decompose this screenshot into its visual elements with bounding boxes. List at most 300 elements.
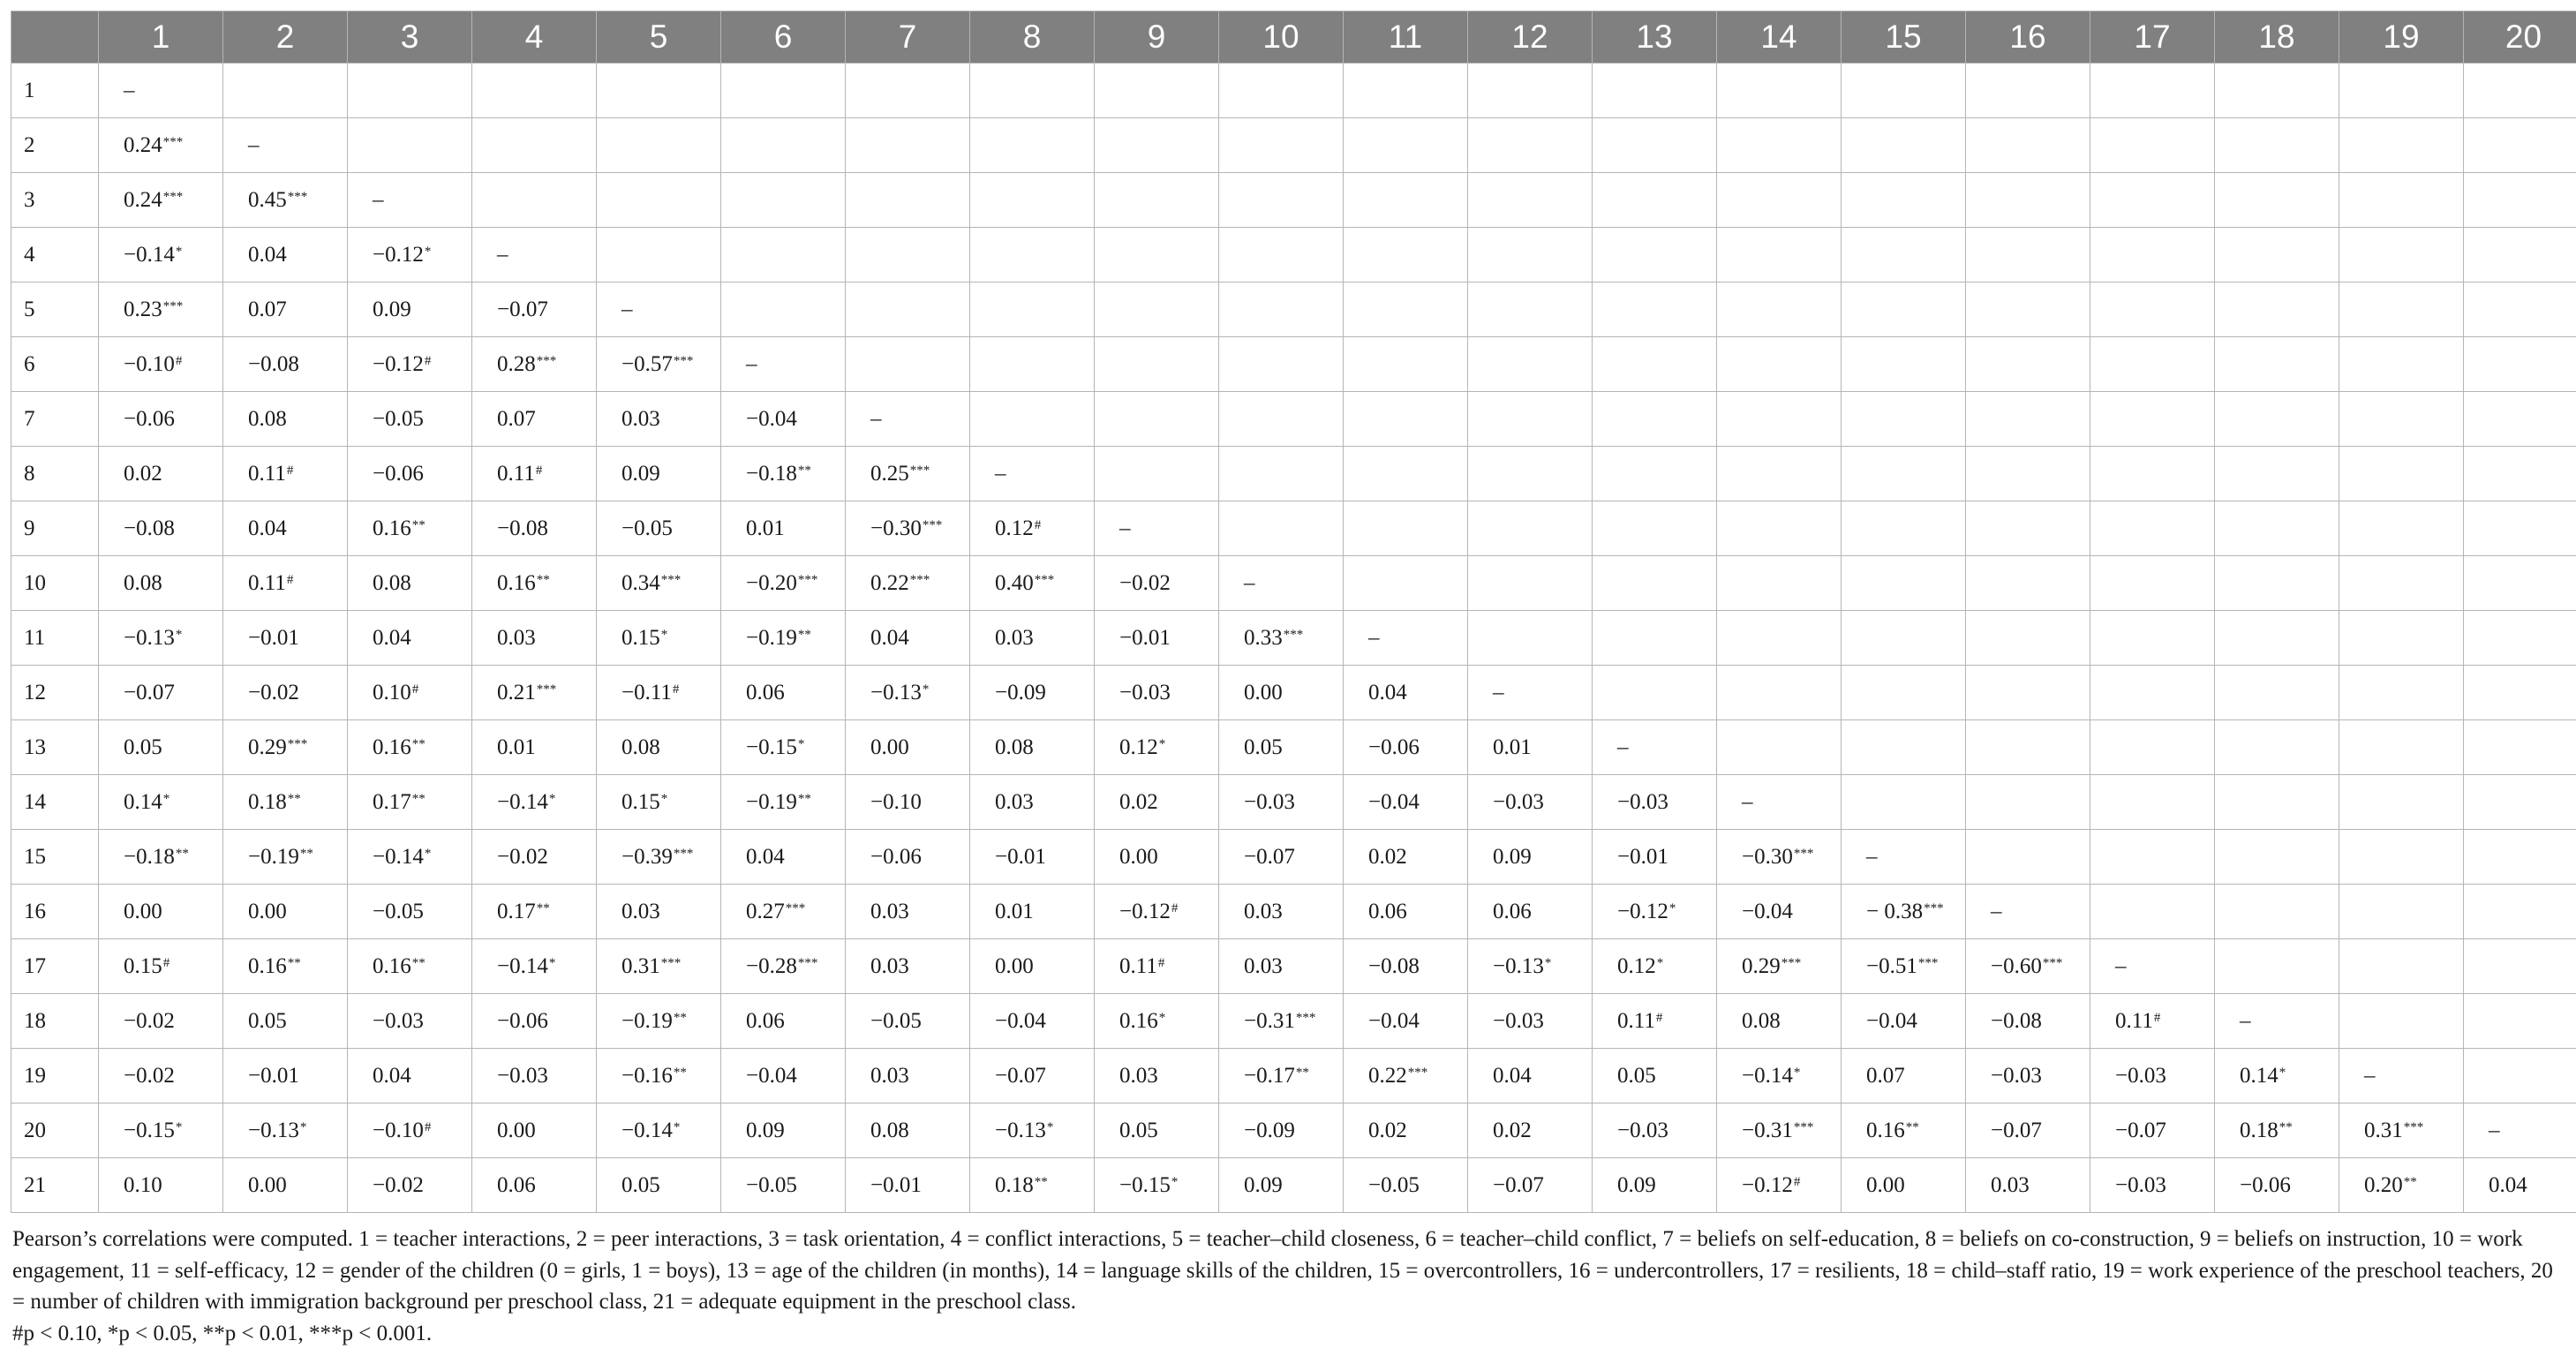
correlation-cell xyxy=(1468,392,1593,447)
significance-marker: ** xyxy=(1905,1119,1919,1134)
table-row xyxy=(11,392,2576,447)
correlation-cell: – xyxy=(970,447,1095,501)
correlation-cell xyxy=(1842,775,1966,830)
correlation-cell xyxy=(1593,611,1717,666)
correlation-cell: 0.31*** xyxy=(597,939,721,994)
significance-marker: # xyxy=(175,353,183,368)
column-header-3: 3 xyxy=(348,11,472,64)
significance-marker: # xyxy=(1655,1010,1663,1025)
correlation-cell xyxy=(1344,556,1468,611)
correlation-cell: – xyxy=(1344,611,1468,666)
correlation-cell xyxy=(1717,666,1842,720)
correlation-cell: 0.07 xyxy=(1842,1049,1966,1104)
correlation-cell: −0.15* xyxy=(721,720,846,775)
correlation-cell: 0.00 xyxy=(223,1158,348,1213)
correlation-cell: −0.05 xyxy=(721,1158,846,1213)
correlation-cell: 0.03 xyxy=(1966,1158,2090,1213)
significance-marker: *** xyxy=(287,189,308,204)
correlation-cell xyxy=(1344,337,1468,392)
correlation-cell: −0.08 xyxy=(99,501,223,556)
correlation-cell xyxy=(970,337,1095,392)
correlation-cell: −0.06 xyxy=(846,830,970,885)
correlation-cell: 0.23*** xyxy=(99,282,223,337)
correlation-cell xyxy=(2339,282,2464,337)
correlation-cell xyxy=(1468,611,1593,666)
significance-marker: ** xyxy=(673,1010,687,1025)
column-header-8: 8 xyxy=(970,11,1095,64)
correlation-cell: – xyxy=(1095,501,1219,556)
correlation-cell: −0.09 xyxy=(970,666,1095,720)
correlation-cell xyxy=(1219,118,1344,173)
correlation-cell: −0.19** xyxy=(721,611,846,666)
correlation-cell: −0.03 xyxy=(1593,1104,1717,1158)
correlation-cell xyxy=(1344,282,1468,337)
correlation-cell xyxy=(2464,173,2576,228)
correlation-cell: −0.03 xyxy=(2090,1158,2215,1213)
significance-marker: * xyxy=(1656,955,1664,970)
correlation-cell xyxy=(1219,392,1344,447)
correlation-cell xyxy=(2339,118,2464,173)
significance-marker: * xyxy=(660,791,668,806)
correlation-cell: 0.16** xyxy=(348,939,472,994)
correlation-cell xyxy=(1842,118,1966,173)
significance-marker: ** xyxy=(797,791,811,806)
row-label: 17 xyxy=(11,939,99,994)
correlation-cell: 0.03 xyxy=(597,885,721,939)
correlation-cell: 0.11# xyxy=(472,447,597,501)
correlation-cell xyxy=(1717,337,1842,392)
significance-marker: *** xyxy=(162,189,184,204)
table-row xyxy=(11,501,2576,556)
correlation-cell: – xyxy=(2464,1104,2576,1158)
significance-marker: *** xyxy=(909,572,930,587)
significance-marker: # xyxy=(286,463,294,478)
correlation-cell xyxy=(1344,501,1468,556)
significance-marker: *** xyxy=(1295,1010,1316,1025)
correlation-cell xyxy=(1717,64,1842,118)
correlation-cell: 0.05 xyxy=(1095,1104,1219,1158)
correlation-cell: −0.12# xyxy=(348,337,472,392)
correlation-cell xyxy=(721,173,846,228)
correlation-cell: −0.04 xyxy=(721,1049,846,1104)
table-row xyxy=(11,337,2576,392)
correlation-cell: −0.19** xyxy=(597,994,721,1049)
correlation-cell: −0.02 xyxy=(223,666,348,720)
correlation-cell xyxy=(1842,720,1966,775)
correlation-cell: 0.06 xyxy=(721,994,846,1049)
table-row xyxy=(11,939,2576,994)
row-label: 9 xyxy=(11,501,99,556)
correlation-cell xyxy=(1966,775,2090,830)
correlation-cell: 0.03 xyxy=(1095,1049,1219,1104)
correlation-cell: 0.04 xyxy=(2464,1158,2576,1213)
significance-marker: * xyxy=(175,244,183,259)
correlation-cell xyxy=(472,64,597,118)
correlation-cell: 0.24*** xyxy=(99,118,223,173)
correlation-cell: 0.17** xyxy=(472,885,597,939)
correlation-cell xyxy=(2339,666,2464,720)
correlation-cell xyxy=(2339,830,2464,885)
correlation-cell: 0.27*** xyxy=(721,885,846,939)
correlation-cell: −0.04 xyxy=(1344,994,1468,1049)
correlation-cell xyxy=(1966,666,2090,720)
correlation-cell xyxy=(1842,392,1966,447)
significance-marker: *** xyxy=(1781,955,1802,970)
significance-marker: *** xyxy=(1793,846,1814,861)
correlation-cell: −0.07 xyxy=(1966,1104,2090,1158)
significance-marker: * xyxy=(1046,1119,1054,1134)
significance-marker: ** xyxy=(1295,1065,1309,1080)
correlation-cell: 0.08 xyxy=(223,392,348,447)
correlation-cell xyxy=(1219,173,1344,228)
correlation-cell xyxy=(846,173,970,228)
correlation-cell: 0.28*** xyxy=(472,337,597,392)
correlation-cell: −0.08 xyxy=(1966,994,2090,1049)
table-row xyxy=(11,994,2576,1049)
significance-marker: * xyxy=(1158,1010,1166,1025)
column-header-17: 17 xyxy=(2090,11,2215,64)
correlation-cell: −0.10# xyxy=(348,1104,472,1158)
correlation-cell xyxy=(1966,830,2090,885)
significance-marker: * xyxy=(162,791,170,806)
table-body xyxy=(11,64,2576,1213)
correlation-cell: – xyxy=(1219,556,1344,611)
correlation-cell xyxy=(1966,447,2090,501)
correlation-cell: −0.07 xyxy=(2090,1104,2215,1158)
significance-marker: # xyxy=(535,463,543,478)
correlation-cell: 0.22*** xyxy=(1344,1049,1468,1104)
correlation-cell xyxy=(2215,447,2339,501)
correlation-cell: −0.18** xyxy=(721,447,846,501)
correlation-cell xyxy=(2464,885,2576,939)
correlation-cell xyxy=(2215,337,2339,392)
correlation-cell: −0.03 xyxy=(1219,775,1344,830)
correlation-cell xyxy=(1344,118,1468,173)
correlation-cell xyxy=(970,64,1095,118)
correlation-cell xyxy=(2090,392,2215,447)
correlation-cell xyxy=(2090,885,2215,939)
correlation-cell xyxy=(1966,337,2090,392)
correlation-cell xyxy=(846,337,970,392)
column-header-4: 4 xyxy=(472,11,597,64)
row-label: 8 xyxy=(11,447,99,501)
correlation-cell: 0.12# xyxy=(970,501,1095,556)
column-header-19: 19 xyxy=(2339,11,2464,64)
correlation-cell xyxy=(2464,611,2576,666)
correlation-cell xyxy=(2339,611,2464,666)
correlation-cell: 0.17** xyxy=(348,775,472,830)
significance-marker: *** xyxy=(673,353,694,368)
significance-marker: ** xyxy=(411,791,426,806)
correlation-cell xyxy=(721,64,846,118)
correlation-cell: 0.00 xyxy=(99,885,223,939)
correlation-cell: −0.39*** xyxy=(597,830,721,885)
correlation-cell: 0.04 xyxy=(1344,666,1468,720)
correlation-cell: −0.18** xyxy=(99,830,223,885)
correlation-cell: −0.03 xyxy=(348,994,472,1049)
correlation-cell: – xyxy=(1842,830,1966,885)
table-row xyxy=(11,173,2576,228)
column-header-1: 1 xyxy=(99,11,223,64)
correlation-cell xyxy=(1468,64,1593,118)
correlation-cell: 0.11# xyxy=(1593,994,1717,1049)
significance-marker: # xyxy=(1157,955,1165,970)
significance-marker: # xyxy=(424,1119,432,1134)
correlation-cell: −0.13* xyxy=(970,1104,1095,1158)
correlation-cell: 0.03 xyxy=(1219,885,1344,939)
significance-marker: ** xyxy=(536,900,550,915)
correlation-cell: −0.05 xyxy=(1344,1158,1468,1213)
correlation-cell: −0.51*** xyxy=(1842,939,1966,994)
correlation-cell: 0.04 xyxy=(223,501,348,556)
correlation-cell xyxy=(2215,666,2339,720)
table-row xyxy=(11,1158,2576,1213)
correlation-cell: −0.14* xyxy=(472,939,597,994)
correlation-cell: 0.05 xyxy=(1219,720,1344,775)
correlation-cell: 0.08 xyxy=(970,720,1095,775)
significance-marker: # xyxy=(2153,1010,2161,1025)
correlation-cell: 0.11# xyxy=(1095,939,1219,994)
correlation-cell: −0.05 xyxy=(597,501,721,556)
significance-marker: * xyxy=(797,736,805,751)
correlation-cell: 0.00 xyxy=(970,939,1095,994)
correlation-cell: 0.02 xyxy=(1344,830,1468,885)
correlation-cell: −0.04 xyxy=(721,392,846,447)
correlation-cell: −0.01 xyxy=(1095,611,1219,666)
table-row xyxy=(11,228,2576,282)
correlation-cell: – xyxy=(348,173,472,228)
correlation-cell xyxy=(472,118,597,173)
correlation-cell xyxy=(1095,228,1219,282)
correlation-cell: 0.07 xyxy=(223,282,348,337)
correlation-cell: 0.04 xyxy=(348,611,472,666)
significance-marker: # xyxy=(424,353,432,368)
significance-marker: *** xyxy=(536,353,557,368)
correlation-cell: 0.00 xyxy=(1095,830,1219,885)
correlation-cell: −0.03 xyxy=(2090,1049,2215,1104)
correlation-cell xyxy=(2339,228,2464,282)
correlation-cell: 0.03 xyxy=(846,1049,970,1104)
significance-marker: * xyxy=(175,1119,183,1134)
correlation-cell xyxy=(2215,501,2339,556)
correlation-cell xyxy=(2339,994,2464,1049)
significance-marker: *** xyxy=(162,134,184,149)
correlation-cell xyxy=(472,173,597,228)
correlation-cell xyxy=(223,64,348,118)
correlation-cell xyxy=(970,228,1095,282)
correlation-cell: −0.05 xyxy=(348,885,472,939)
correlation-cell: −0.19** xyxy=(223,830,348,885)
correlation-cell: 0.16* xyxy=(1095,994,1219,1049)
correlation-cell: 0.45*** xyxy=(223,173,348,228)
correlation-cell xyxy=(2339,64,2464,118)
significance-marker: * xyxy=(548,955,556,970)
significance-marker: * xyxy=(673,1119,681,1134)
correlation-cell xyxy=(1966,392,2090,447)
correlation-cell: −0.57*** xyxy=(597,337,721,392)
table-row xyxy=(11,282,2576,337)
row-label: 6 xyxy=(11,337,99,392)
correlation-cell xyxy=(1966,611,2090,666)
correlation-cell xyxy=(1717,501,1842,556)
correlation-cell: −0.02 xyxy=(472,830,597,885)
correlation-cell xyxy=(1593,447,1717,501)
correlation-cell: −0.13* xyxy=(846,666,970,720)
correlation-cell: 0.00 xyxy=(1219,666,1344,720)
correlation-cell: 0.01 xyxy=(721,501,846,556)
correlation-cell xyxy=(2464,392,2576,447)
correlation-cell: −0.02 xyxy=(99,1049,223,1104)
table-row xyxy=(11,556,2576,611)
significance-marker: ** xyxy=(411,736,426,751)
correlation-cell xyxy=(2464,64,2576,118)
correlation-cell xyxy=(1842,611,1966,666)
correlation-cell xyxy=(2339,173,2464,228)
correlation-cell xyxy=(846,228,970,282)
table-row xyxy=(11,775,2576,830)
correlation-cell: 0.16** xyxy=(1842,1104,1966,1158)
row-label: 4 xyxy=(11,228,99,282)
correlation-cell xyxy=(2215,64,2339,118)
significance-marker: ** xyxy=(175,846,189,861)
correlation-cell xyxy=(348,118,472,173)
significance-marker: # xyxy=(1034,517,1042,532)
row-label: 10 xyxy=(11,556,99,611)
correlation-cell xyxy=(1344,447,1468,501)
correlation-cell: −0.12# xyxy=(1717,1158,1842,1213)
correlation-cell: 0.15* xyxy=(597,775,721,830)
correlation-cell: −0.19** xyxy=(721,775,846,830)
correlation-cell xyxy=(1842,556,1966,611)
correlation-cell xyxy=(1095,337,1219,392)
column-header-18: 18 xyxy=(2215,11,2339,64)
significance-marker: *** xyxy=(2403,1119,2424,1134)
significance-marker: ** xyxy=(2403,1174,2417,1189)
correlation-cell: 0.29*** xyxy=(223,720,348,775)
significance-marker: *** xyxy=(797,572,818,587)
table-header-row xyxy=(11,11,2576,64)
correlation-cell xyxy=(2090,611,2215,666)
significance-marker: * xyxy=(1668,900,1676,915)
row-label: 11 xyxy=(11,611,99,666)
correlation-cell: −0.10# xyxy=(99,337,223,392)
significance-marker: # xyxy=(286,572,294,587)
correlation-cell xyxy=(2464,501,2576,556)
correlation-cell: −0.01 xyxy=(970,830,1095,885)
column-header-7: 7 xyxy=(846,11,970,64)
correlation-cell: 0.08 xyxy=(348,556,472,611)
correlation-cell xyxy=(1095,64,1219,118)
correlation-cell: −0.02 xyxy=(1095,556,1219,611)
correlation-cell xyxy=(1842,173,1966,228)
significance-marker: *** xyxy=(785,900,806,915)
column-header-16: 16 xyxy=(1966,11,2090,64)
row-label: 1 xyxy=(11,64,99,118)
correlation-cell xyxy=(1468,173,1593,228)
correlation-cell: −0.07 xyxy=(970,1049,1095,1104)
correlation-cell: 0.24*** xyxy=(99,173,223,228)
correlation-cell: – xyxy=(223,118,348,173)
correlation-cell xyxy=(2464,556,2576,611)
correlation-cell xyxy=(1593,392,1717,447)
correlation-cell xyxy=(2339,337,2464,392)
significance-marker: *** xyxy=(287,736,308,751)
correlation-cell xyxy=(597,64,721,118)
correlation-cell: −0.04 xyxy=(1344,775,1468,830)
row-label: 18 xyxy=(11,994,99,1049)
correlation-cell: 0.09 xyxy=(1219,1158,1344,1213)
significance-marker: ** xyxy=(299,846,313,861)
correlation-cell: 0.16** xyxy=(348,501,472,556)
correlation-cell: −0.15* xyxy=(99,1104,223,1158)
correlation-cell: −0.03 xyxy=(1966,1049,2090,1104)
correlation-cell: 0.02 xyxy=(1468,1104,1593,1158)
correlation-cell xyxy=(2464,775,2576,830)
correlation-cell xyxy=(1717,556,1842,611)
significance-marker: *** xyxy=(1407,1065,1428,1080)
correlation-cell: −0.06 xyxy=(1344,720,1468,775)
correlation-cell: 0.08 xyxy=(597,720,721,775)
correlation-cell xyxy=(2215,556,2339,611)
significance-marker: *** xyxy=(1917,955,1939,970)
correlation-cell: 0.04 xyxy=(348,1049,472,1104)
column-header-12: 12 xyxy=(1468,11,1593,64)
row-label: 20 xyxy=(11,1104,99,1158)
correlation-cell: 0.16** xyxy=(472,556,597,611)
significance-marker: * xyxy=(424,244,432,259)
correlation-cell xyxy=(1842,282,1966,337)
correlation-cell xyxy=(1593,337,1717,392)
correlation-cell: −0.01 xyxy=(223,611,348,666)
table-row xyxy=(11,885,2576,939)
correlation-cell xyxy=(846,64,970,118)
row-label: 19 xyxy=(11,1049,99,1104)
correlation-cell: 0.05 xyxy=(99,720,223,775)
correlation-cell xyxy=(1717,282,1842,337)
correlation-cell: 0.11# xyxy=(223,556,348,611)
correlation-cell xyxy=(2090,666,2215,720)
correlation-cell xyxy=(970,282,1095,337)
correlation-cell: −0.02 xyxy=(99,994,223,1049)
correlation-cell: 0.16** xyxy=(223,939,348,994)
correlation-cell xyxy=(597,118,721,173)
correlation-cell xyxy=(1966,282,2090,337)
correlation-cell xyxy=(2090,556,2215,611)
correlation-cell xyxy=(1593,556,1717,611)
correlation-cell: 0.01 xyxy=(1468,720,1593,775)
correlation-cell xyxy=(2215,282,2339,337)
significance-marker: * xyxy=(424,846,432,861)
correlation-cell: 0.16** xyxy=(348,720,472,775)
correlation-cell: 0.10 xyxy=(99,1158,223,1213)
correlation-cell: −0.01 xyxy=(846,1158,970,1213)
row-label: 21 xyxy=(11,1158,99,1213)
correlation-cell: 0.02 xyxy=(1095,775,1219,830)
row-label: 16 xyxy=(11,885,99,939)
correlation-cell xyxy=(1344,228,1468,282)
significance-marker: # xyxy=(672,682,680,697)
correlation-cell xyxy=(721,118,846,173)
table-row xyxy=(11,611,2576,666)
significance-marker: ** xyxy=(2278,1119,2293,1134)
correlation-cell: −0.17** xyxy=(1219,1049,1344,1104)
column-header-20: 20 xyxy=(2464,11,2576,64)
correlation-cell: −0.01 xyxy=(1593,830,1717,885)
correlation-table xyxy=(11,11,2576,1213)
correlation-cell xyxy=(1468,228,1593,282)
correlation-cell: 0.07 xyxy=(472,392,597,447)
correlation-cell: −0.06 xyxy=(99,392,223,447)
